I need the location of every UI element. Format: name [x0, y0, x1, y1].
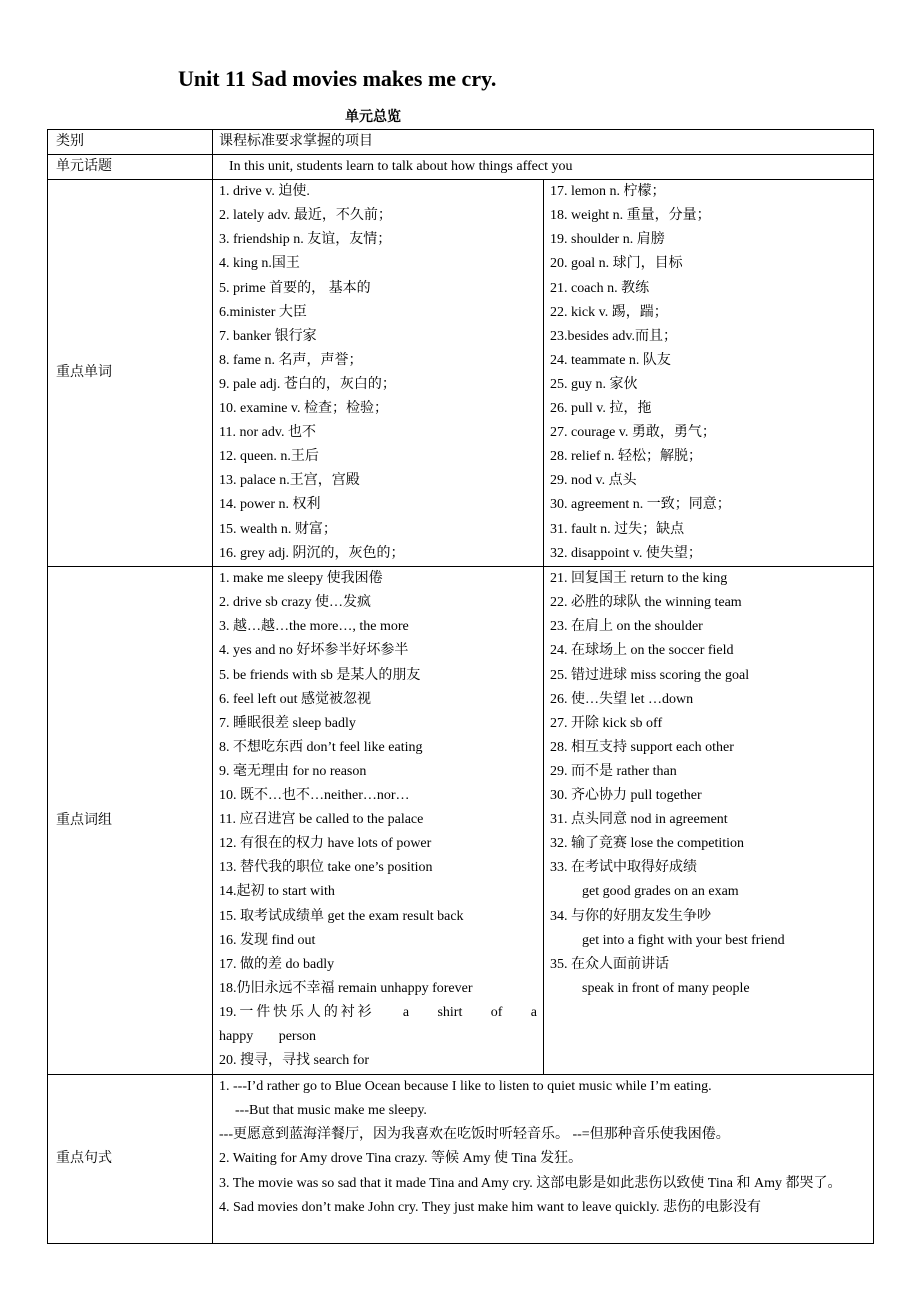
list-item: 3. friendship n. 友谊，友情； — [219, 232, 392, 248]
list-item: 16. 发现 find out — [219, 932, 316, 948]
list-item: 31. 点头同意 nod in agreement — [550, 812, 728, 828]
list-item: 29. nod v. 点头 — [550, 473, 637, 489]
list-item: 21. 回复国王 return to the king — [550, 571, 728, 587]
list-item: 2. lately adv. 最近，不久前； — [219, 208, 392, 224]
list-item: 19.一件快乐人的衬衫 a shirt of a happy person — [219, 1004, 537, 1044]
words-right-column — [544, 180, 874, 567]
list-item: 14. power n. 权利 — [219, 497, 321, 513]
list-item: 12. queen. n.王后 — [219, 449, 319, 465]
list-item: 23. 在肩上 on the shoulder — [550, 619, 703, 635]
list-item: 1. make me sleepy 使我困倦 — [219, 571, 383, 587]
list-item: 11. nor adv. 也不 — [219, 425, 316, 441]
list-item: get good grades on an exam — [582, 884, 739, 900]
list-item: 9. pale adj. 苍白的，灰白的； — [219, 376, 396, 392]
list-item: 23.besides adv.而且； — [550, 328, 678, 344]
list-item: 15. 取考试成绩单 get the exam result back — [219, 908, 464, 924]
list-item: 28. 相互支持 support each other — [550, 739, 734, 755]
list-item: 26. pull v. 拉，拖 — [550, 401, 652, 417]
list-item: 27. 开除 kick sb off — [550, 715, 663, 731]
sentences-label: 重点句式 — [48, 1075, 213, 1244]
list-item: 4. king n.国王 — [219, 256, 300, 272]
sentences-row — [48, 1075, 874, 1244]
list-item: 22. 必胜的球队 the winning team — [550, 595, 742, 611]
list-item: 4. yes and no 好坏参半好坏参半 — [219, 643, 409, 659]
list-item: 5. be friends with sb 是某人的朋友 — [219, 667, 421, 683]
category-header: 类别 — [48, 130, 213, 155]
words-label: 重点单词 — [48, 180, 213, 567]
list-item: 2. Waiting for Amy drove Tina crazy. 等候 Amy 使 Tina 发狂。 — [219, 1151, 583, 1167]
list-item: 31. fault n. 过失；缺点 — [550, 521, 685, 537]
list-item: ---更愿意到蓝海洋餐厅，因为我喜欢在吃饭时听轻音乐。 --=但那种音乐使我困倦。 — [219, 1127, 730, 1143]
list-item: 21. coach n. 教练 — [550, 280, 650, 296]
list-item: 19. shoulder n. 肩膀 — [550, 232, 665, 248]
list-item: 14.起初 to start with — [219, 884, 335, 900]
list-item: 13. palace n.王宫，宫殿 — [219, 473, 360, 489]
list-item: get into a fight with your best friend — [582, 932, 785, 948]
list-item: 1. drive v. 迫使. — [219, 184, 310, 200]
list-item: 7. banker 银行家 — [219, 328, 317, 344]
list-item: 2. drive sb crazy 使…发疯 — [219, 595, 372, 611]
list-item: 3. The movie was so sad that it made Tina and Amy cry. 这部电影是如此悲伤以致使 Tina 和 Amy 都哭了。 — [219, 1175, 842, 1191]
list-item: 6. feel left out 感觉被忽视 — [219, 691, 372, 707]
list-item: 1. ---I’d rather go to Blue Ocean because I like to listen to quiet music while I’m eating. — [219, 1079, 712, 1095]
list-item: 32. disappoint v. 使失望； — [550, 545, 702, 561]
list-item: 3. 越…越…the more…, the more — [219, 619, 409, 635]
list-item: 8. 不想吃东西 don’t feel like eating — [219, 739, 423, 755]
page-title: Unit 11 Sad movies makes me cry. — [178, 66, 497, 91]
list-item: 9. 毫无理由 for no reason — [219, 763, 367, 779]
list-item: 30. 齐心协力 pull together — [550, 788, 702, 804]
list-item: 32. 输了竞赛 lose the competition — [550, 836, 745, 852]
list-item: 26. 使…失望 let …down — [550, 691, 694, 707]
list-item: 24. 在球场上 on the soccer field — [550, 643, 734, 659]
list-item: 12. 有很在的权力 have lots of power — [219, 836, 432, 852]
list-item: 24. teammate n. 队友 — [550, 352, 671, 368]
list-item: 20. goal n. 球门，目标 — [550, 256, 683, 272]
list-item: 17. lemon n. 柠檬； — [550, 184, 666, 200]
list-item: 8. fame n. 名声，声誉； — [219, 352, 363, 368]
list-item: 35. 在众人面前讲话 — [550, 956, 669, 972]
list-item: 16. grey adj. 阴沉的，灰色的； — [219, 545, 405, 561]
words-row — [48, 180, 874, 567]
list-item: 10. examine v. 检查；检验； — [219, 401, 389, 417]
words-left-column — [213, 180, 544, 567]
list-item: speak in front of many people — [582, 980, 750, 996]
list-item: 17. 做的差 do badly — [219, 956, 335, 972]
list-item: 10. 既不…也不…neither…nor… — [219, 788, 410, 804]
topic-label: 单元话题 — [48, 155, 213, 180]
phrases-right-column — [544, 567, 874, 1075]
list-item: 22. kick v. 踢，踹； — [550, 304, 668, 320]
topic-content: In this unit, students learn to talk about how things affect you — [213, 155, 874, 180]
table-header-row — [48, 130, 874, 155]
list-item: 7. 睡眠很差 sleep badly — [219, 715, 356, 731]
list-item: 25. guy n. 家伙 — [550, 376, 638, 392]
list-item: 30. agreement n. 一致；同意； — [550, 497, 731, 513]
list-item: 13. 替代我的职位 take one’s position — [219, 860, 433, 876]
list-item: 28. relief n. 轻松；解脱； — [550, 449, 703, 465]
phrases-label: 重点词组 — [48, 567, 213, 1075]
list-item: 18.仍旧永远不幸福 remain unhappy forever — [219, 980, 473, 996]
phrases-row — [48, 567, 874, 1075]
list-item: 27. courage v. 勇敢，勇气； — [550, 425, 716, 441]
list-item: 29. 而不是 rather than — [550, 763, 677, 779]
list-item: 20. 搜寻，寻找 search for — [219, 1053, 370, 1069]
list-item: 4. Sad movies don’t make John cry. They just make him want to leave quickly. 悲伤的电影没有 — [219, 1199, 762, 1215]
list-item: 33. 在考试中取得好成绩 — [550, 860, 697, 876]
list-item: 15. wealth n. 财富； — [219, 521, 337, 537]
unit-overview-table — [47, 129, 874, 1244]
list-item: ---But that music make me sleepy. — [235, 1103, 427, 1119]
list-item: 34. 与你的好朋友发生争吵 — [550, 908, 711, 924]
topic-row — [48, 155, 874, 180]
items-header: 课程标准要求掌握的项目 — [213, 130, 874, 155]
phrases-left-column — [213, 567, 544, 1075]
list-item: 25. 错过进球 miss scoring the goal — [550, 667, 750, 683]
list-item: 5. prime 首要的， 基本的 — [219, 280, 371, 296]
list-item: 11. 应召进宫 be called to the palace — [219, 812, 424, 828]
section-subtitle: 单元总览 — [345, 110, 401, 125]
list-item: 18. weight n. 重量，分量； — [550, 208, 711, 224]
list-item: 6.minister 大臣 — [219, 304, 307, 320]
sentences-content — [213, 1075, 874, 1244]
